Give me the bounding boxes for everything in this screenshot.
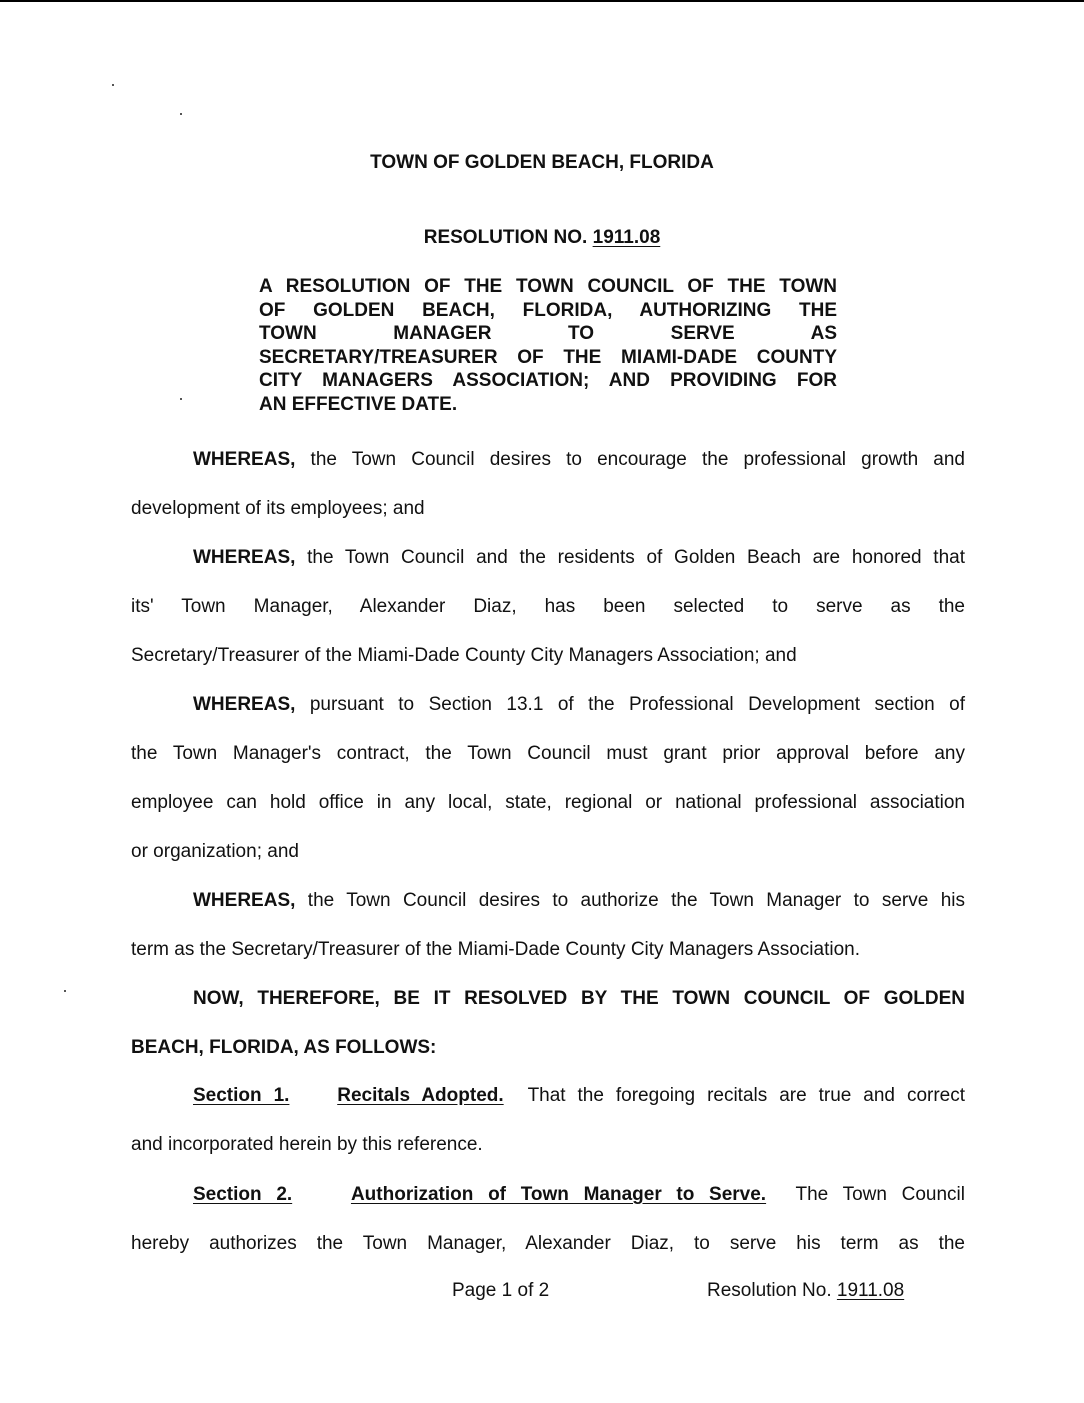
top-border-line bbox=[0, 0, 1084, 2]
whereas-paragraph-4 bbox=[131, 888, 965, 986]
abstract-line: OF GOLDEN BEACH, FLORIDA, AUTHORIZING THE bbox=[259, 299, 837, 321]
resolved-line: NOW, THEREFORE, BE IT RESOLVED BY THE TOWN COUNCIL OF GOLDEN bbox=[193, 988, 965, 1009]
scan-speck bbox=[64, 990, 66, 992]
resolved-clause bbox=[131, 986, 965, 1084]
section-number: Section 1. bbox=[193, 1085, 290, 1106]
paragraph-text: The Town Council bbox=[795, 1184, 965, 1205]
paragraph-text: pursuant to Section 13.1 of the Professional Development section of bbox=[295, 694, 965, 715]
whereas-lead: WHEREAS, bbox=[193, 547, 296, 568]
section-2 bbox=[131, 1182, 965, 1280]
abstract-line: SECRETARY/TREASURER OF THE MIAMI-DADE COUNTY bbox=[259, 346, 837, 368]
paragraph-text: development of its employees; and bbox=[131, 498, 425, 519]
paragraph-text: and incorporated herein by this reference. bbox=[131, 1134, 483, 1155]
abstract-line: CITY MANAGERS ASSOCIATION; AND PROVIDING FOR bbox=[259, 370, 837, 392]
paragraph-text: the Town Manager's contract, the Town Council must grant prior approval before any bbox=[131, 743, 965, 764]
resolution-heading bbox=[0, 227, 1084, 249]
paragraph-text: its' Town Manager, Alexander Diaz, has been selected to serve as the bbox=[131, 596, 965, 617]
page-number: Page 1 of 2 bbox=[452, 1280, 550, 1301]
paragraph-text: the Town Council desires to encourage the professional growth and bbox=[295, 449, 965, 470]
town-heading: TOWN OF GOLDEN BEACH, FLORIDA bbox=[370, 152, 714, 173]
scan-speck bbox=[180, 113, 182, 115]
section-title: Authorization of Town Manager to Serve. bbox=[350, 1184, 767, 1205]
paragraph-text: hereby authorizes the Town Manager, Alexander Diaz, to serve his term as the bbox=[131, 1233, 965, 1254]
scan-speck bbox=[180, 398, 182, 400]
whereas-lead: WHEREAS, bbox=[193, 694, 296, 715]
whereas-lead: WHEREAS, bbox=[193, 449, 296, 470]
paragraph-text: term as the Secretary/Treasurer of the Miami-Dade County City Managers Association. bbox=[131, 939, 860, 960]
paragraph-text: Secretary/Treasurer of the Miami-Dade County City Managers Association; and bbox=[131, 645, 797, 666]
footer-resolution-prefix: Resolution No. bbox=[707, 1280, 837, 1301]
resolution-prefix: RESOLUTION NO. bbox=[423, 227, 593, 248]
resolved-line: BEACH, FLORIDA, AS FOLLOWS: bbox=[131, 1037, 437, 1058]
whereas-paragraph-1 bbox=[131, 447, 965, 545]
paragraph-text: the Town Council desires to authorize the Town Manager to serve his bbox=[295, 890, 965, 911]
abstract-line: A RESOLUTION OF THE TOWN COUNCIL OF THE TOWN bbox=[259, 276, 837, 297]
abstract-line: AN EFFECTIVE DATE. bbox=[259, 393, 458, 415]
footer-resolution-number: 1911.08 bbox=[836, 1280, 905, 1301]
section-number: Section 2. bbox=[193, 1184, 293, 1205]
paragraph-text: That the foregoing recitals are true and correct bbox=[527, 1085, 966, 1106]
section-title: Recitals Adopted. bbox=[337, 1085, 504, 1106]
resolution-abstract bbox=[259, 275, 837, 417]
paragraph-text: or organization; and bbox=[131, 841, 299, 862]
scan-speck bbox=[112, 84, 114, 86]
abstract-line: TOWN MANAGER TO SERVE AS bbox=[259, 323, 837, 345]
resolution-number: 1911.08 bbox=[592, 227, 661, 248]
paragraph-text: employee can hold office in any local, state, regional or national professional association bbox=[131, 792, 965, 813]
section-1 bbox=[131, 1083, 965, 1181]
whereas-paragraph-3 bbox=[131, 692, 965, 888]
whereas-lead: WHEREAS, bbox=[193, 890, 296, 911]
paragraph-text: the Town Council and the residents of Golden Beach are honored that bbox=[295, 547, 965, 568]
footer-resolution bbox=[707, 1280, 904, 1302]
whereas-paragraph-2 bbox=[131, 545, 965, 692]
